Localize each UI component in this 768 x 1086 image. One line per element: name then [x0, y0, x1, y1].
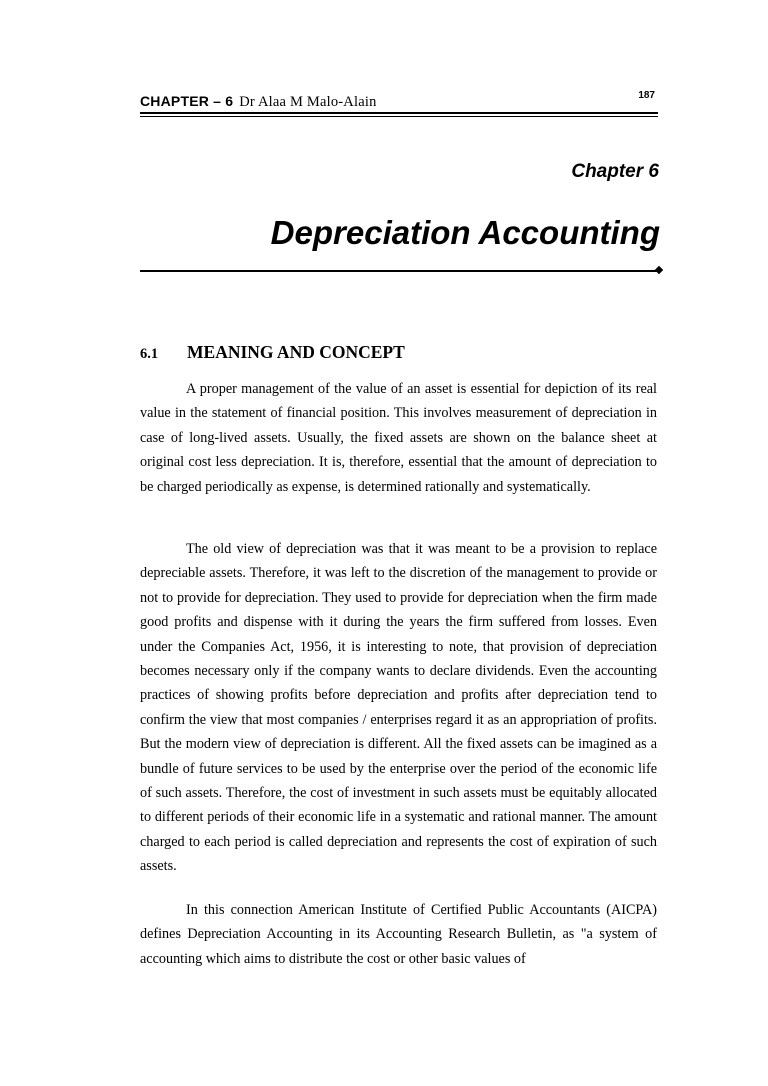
- header-rule-thin: [140, 116, 658, 117]
- title-divider: [140, 270, 660, 272]
- body-paragraph: The old view of depreciation was that it was meant to be a provision to replace depreciable assets. Therefore, it was left to the discretion of the management to provide or not to provide for depreciation. They used to provide for depreciation when the firm made good profits and dispense with it during the years the firm suffered from losses. Even under the Companies Act, 1956, it is interesting to note, that provision of depreciation becomes necessary only if the company wants to declare dividends. Even the accounting practices of showing profits before depreciation and profits after depreciation tend to confirm the view that most companies / enterprises regard it as an appropriation of profits. But the modern view of depreciation is different. All the fixed assets can be imagined as a bundle of future services to be used by the enterprise over the period of the economic life of such assets. Therefore, the cost of investment in such assets must be equitably allocated to different periods of their economic life in a systematic and rational manner. The amount charged to each period is called depreciation and represents the cost of expiration of such assets.: [140, 541, 657, 875]
- section-heading: [140, 342, 405, 363]
- section-title: MEANING AND CONCEPT: [187, 342, 405, 362]
- divider-diamond-ornament: [655, 266, 663, 274]
- chapter-label: Chapter 6: [571, 161, 659, 182]
- running-header: [140, 90, 657, 112]
- body-paragraph: A proper management of the value of an asset is essential for depiction of its real value in the statement of financial position. This involves measurement of depreciation in case of long-lived assets. Usually, the fixed assets are shown on the balance sheet at original cost less depreciation. It is, therefore, essential that the amount of depreciation to be charged periodically as expense, is determined rationally and systematically.: [140, 381, 657, 495]
- header-chapter-text: CHAPTER – 6: [140, 93, 234, 109]
- header-rule-thick: [140, 112, 658, 114]
- chapter-title: Depreciation Accounting: [270, 214, 660, 251]
- body-paragraph: In this connection American Institute of Certified Public Accountants (AICPA) defines Depreciation Accounting in its Accounting Research Bulletin, as "a system of accounting which aims to distribute the cost or other basic values of: [140, 902, 657, 967]
- section-number: 6.1: [140, 346, 159, 362]
- header-author: Dr Alaa M Malo-Alain: [239, 94, 377, 110]
- page-number: 187: [638, 90, 655, 101]
- header-chapter-tag: [140, 93, 377, 111]
